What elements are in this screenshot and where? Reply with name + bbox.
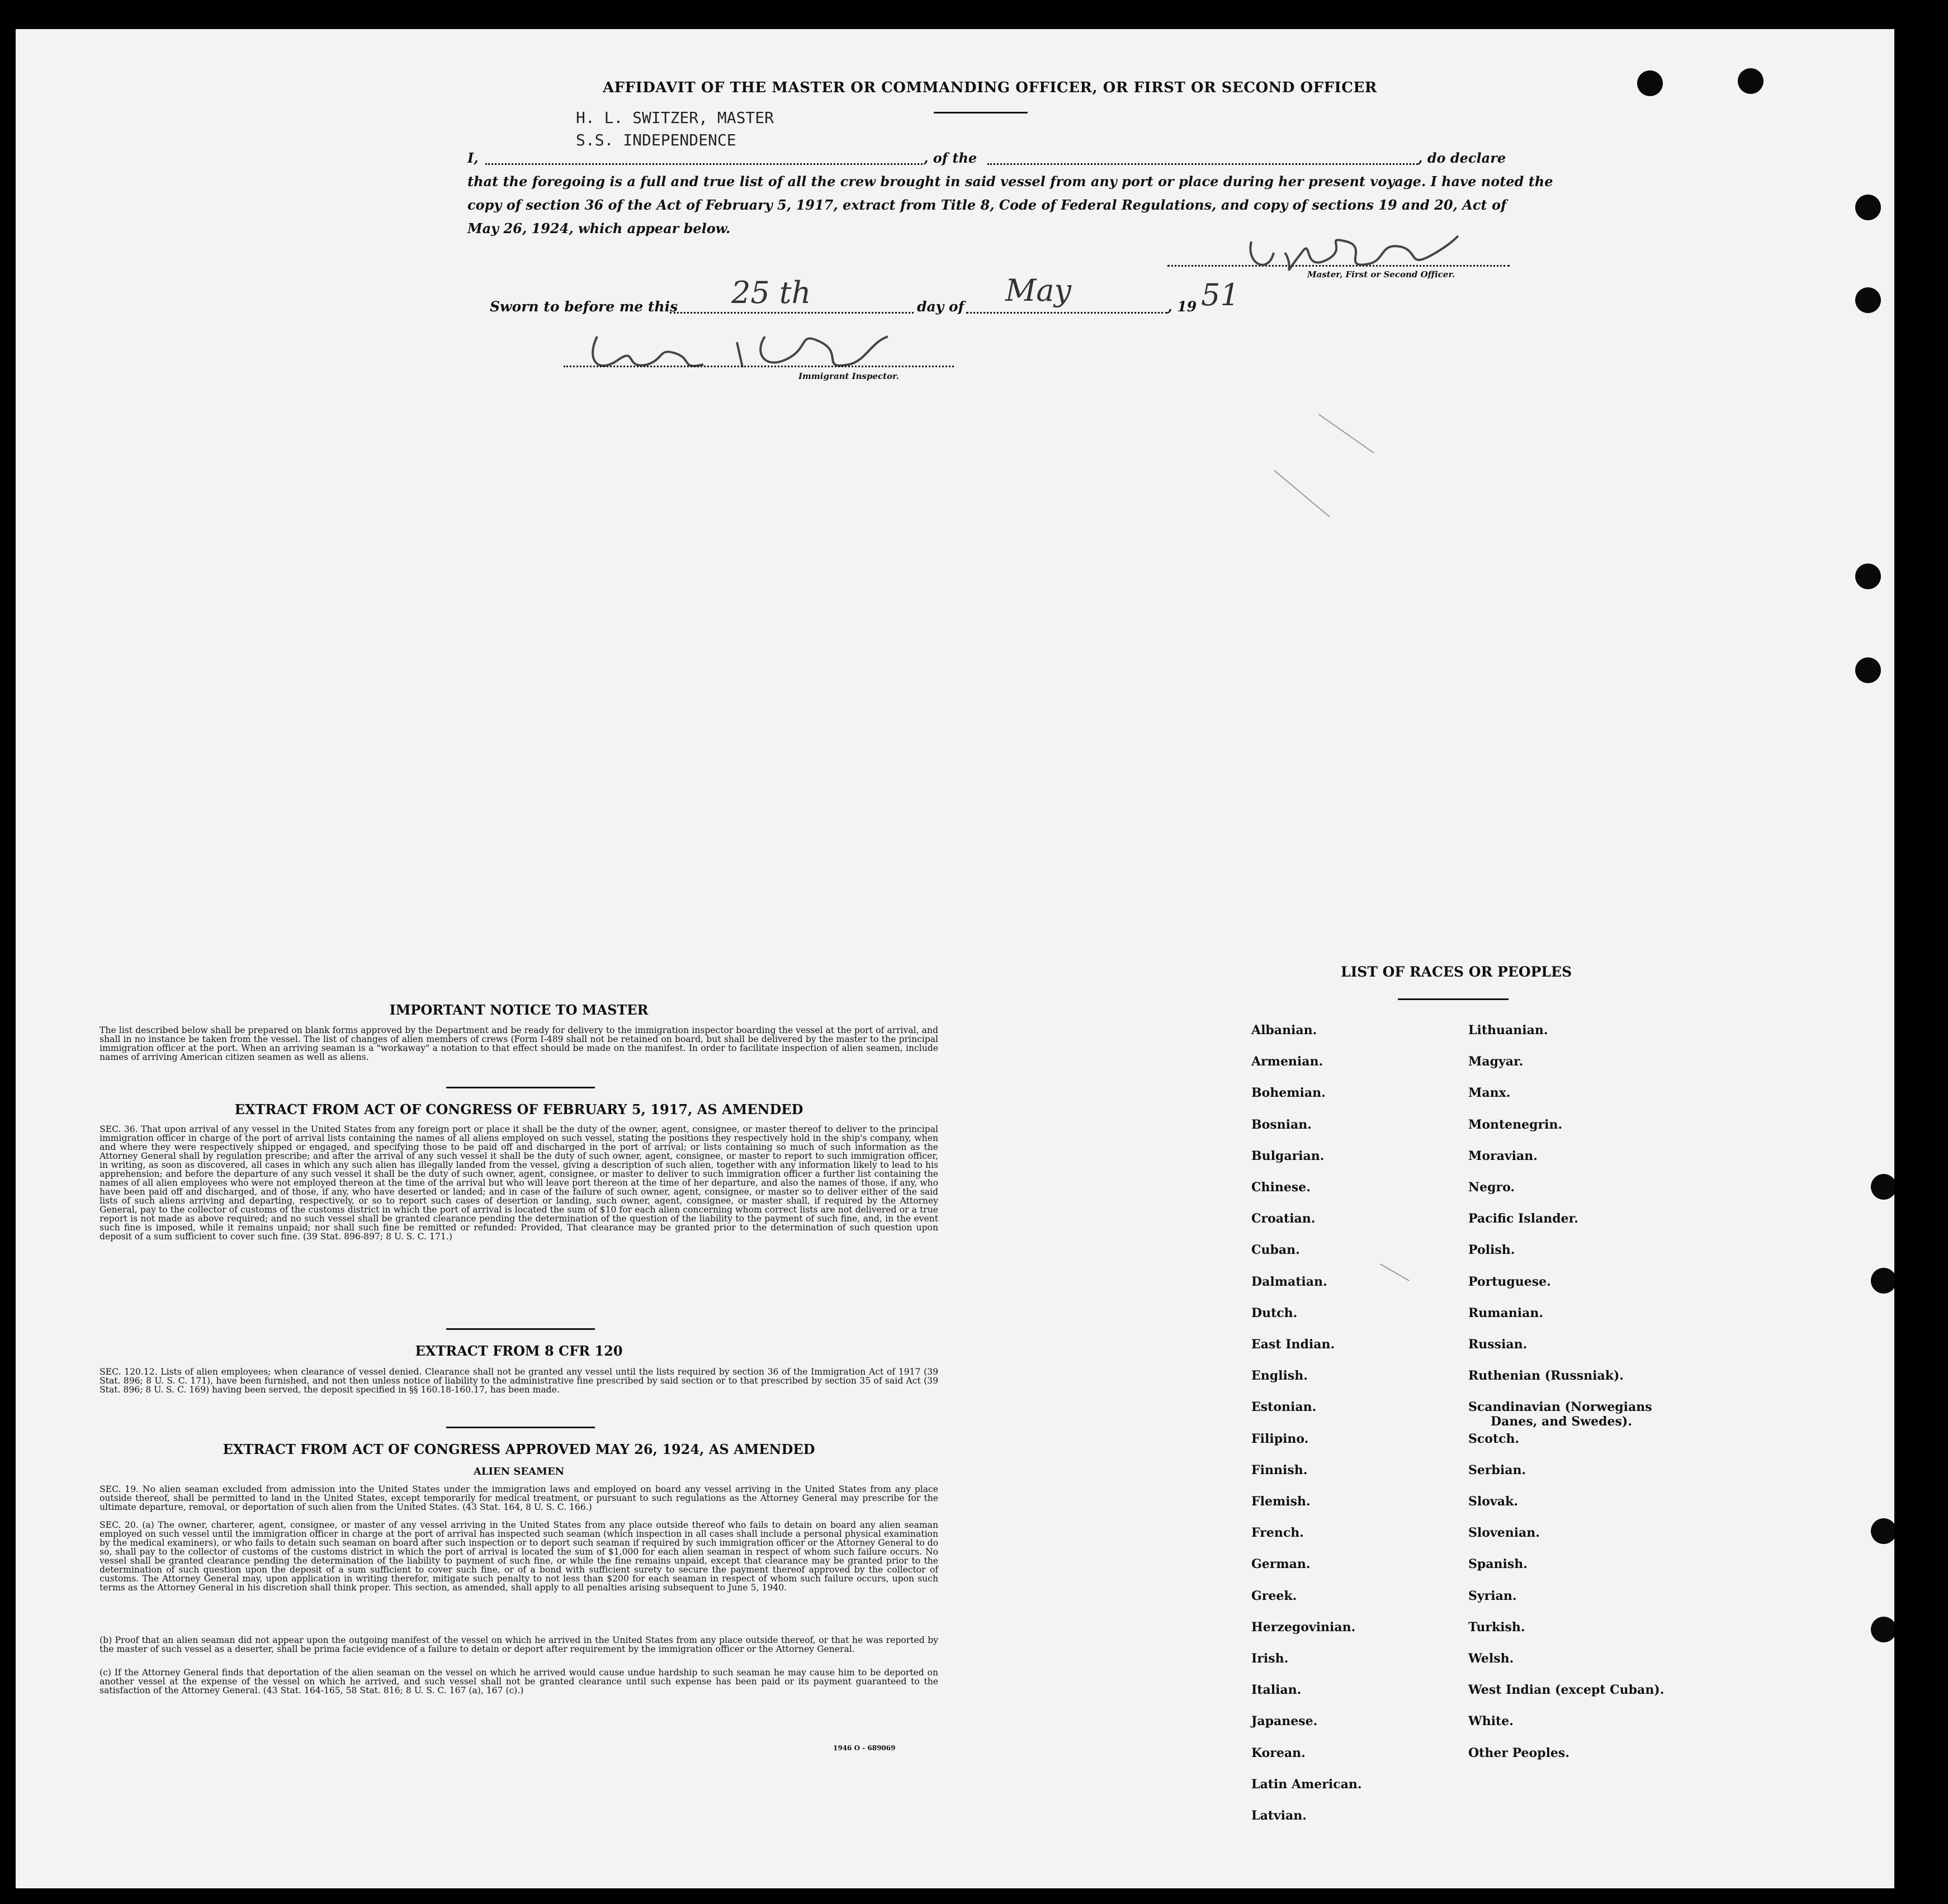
race-item: Greek. bbox=[1251, 1588, 1297, 1603]
race-item: Bohemian. bbox=[1251, 1086, 1326, 1101]
month-value: May bbox=[1005, 273, 1071, 308]
year-prefix: , 19 bbox=[1167, 299, 1197, 315]
race-item: Moravian. bbox=[1468, 1148, 1538, 1163]
race-item: Dutch. bbox=[1251, 1305, 1298, 1320]
race-item: Irish. bbox=[1251, 1651, 1289, 1666]
race-item: Ruthenian (Russniak). bbox=[1468, 1368, 1624, 1384]
extract-cfr-title: EXTRACT FROM 8 CFR 120 bbox=[415, 1343, 623, 1359]
affidavit-line2: that the foregoing is a full and true list of all the crew brought in said vessel from any port or place during her present voyage. I have noted the bbox=[467, 173, 1553, 190]
race-item: Lithuanian. bbox=[1468, 1023, 1548, 1038]
section-rule bbox=[446, 1427, 595, 1428]
race-item: Portuguese. bbox=[1468, 1274, 1551, 1289]
race-item: Japanese. bbox=[1251, 1714, 1318, 1729]
notice-text: The list described below shall be prepared on blank forms approved by the Department and be ready for delivery to the immigration inspector boarding the vessel at the port of arrival, and shall in no instance be taken from the vessel. The list of changes of alien members of crews (Form I-489 shall not be retained on board, but shall be delivered by the master to the principal immigration officer at the port. When an arriving seaman is a "workaway" a notation to that effect should be made on the manifest. In order to facilitate inspection of alien seamen, include names of arriving American citizen seamen as well as aliens. bbox=[100, 1025, 938, 1062]
inspector-signature-line bbox=[564, 366, 954, 367]
punch-hole bbox=[1855, 287, 1881, 313]
race-item: Korean. bbox=[1251, 1745, 1306, 1760]
day-dotted-line bbox=[670, 312, 914, 314]
race-item: Manx. bbox=[1468, 1086, 1511, 1101]
race-item: East Indian. bbox=[1251, 1337, 1335, 1352]
sworn-label: Sworn to before me this bbox=[490, 299, 678, 315]
race-item: Croatian. bbox=[1251, 1211, 1316, 1226]
day-value: 25 th bbox=[731, 275, 811, 310]
race-item: Finnish. bbox=[1251, 1462, 1308, 1477]
race-item: German. bbox=[1251, 1557, 1311, 1572]
sec19-text: SEC. 19. No alien seaman excluded from admission into the United States under the immigration laws and employed on board any vessel arriving in the United States from any place outside thereof, shall be permitted to land in the United States, except temporarily for medical treatment, or pursuant to such regulations as the Attorney General may prescribe for the ultimate departure, removal, or deportation of such alien from the United States. (43 Stat. 164, 8 U. S. C. 166.) bbox=[100, 1484, 938, 1512]
affidavit-line1-end: , do declare bbox=[1418, 150, 1506, 166]
race-item: Chinese. bbox=[1251, 1180, 1311, 1195]
punch-hole bbox=[1738, 68, 1763, 94]
race-item: Bulgarian. bbox=[1251, 1148, 1325, 1163]
race-item: Flemish. bbox=[1251, 1494, 1311, 1509]
race-item: Syrian. bbox=[1468, 1588, 1517, 1603]
races-title: LIST OF RACES OR PEOPLES bbox=[1341, 964, 1572, 980]
punch-hole bbox=[1871, 1518, 1894, 1544]
typed-master-name: H. L. SWITZER, MASTER bbox=[576, 108, 774, 127]
extract-cfr-text: SEC. 120.12. Lists of alien employees; when clearance of vessel denied. Clearance shall not be granted any vessel until the lists required by section 36 of the Immigration Act of 1917 (39 Stat. 896; 8 U. S. C. 171), have been furnished, and not then unless notice of liability to the administrative fine prescribed by said section or to that prescribed by section 35 of said Act (39 Stat. 896; 8 U. S. C. 169) having been served, the deposit specified in §§ 160.18-160.17, has been made. bbox=[100, 1367, 938, 1395]
extract-1917-text: SEC. 36. That upon arrival of any vessel in the United States from any foreign port or place it shall be the duty of the owner, agent, consignee, or master thereof to deliver to the principal immigration officer in charge of the port of arrival lists containing the names of all aliens employed on such vessel, stating the positions they respectively hold in the ship's company, when and where they were respectively shipped or engaged, and specifying those to be paid off and discharged in the port of arrival; or lists containing so much of such information as the Attorney General shall by regulation prescribe; and after the arrival of any such vessel it shall be the duty of such owner, agent, consignee, or master to report to such immigration officer, in writing, as soon as discovered, all cases in which any such alien has illegally landed from the vessel, giving a description of such alien, together with any information likely to lead to his apprehension; and before the departure of any such vessel it shall be the duty of such owner, agent, consignee, or master to deliver to such immigration officer a further list containing the names of all alien employees who were not employed thereon at the time of the arrival but who will leave port thereon at the time of her departure, and also the names of those, if any, who have been paid off and discharged, and of those, if any, who have deserted or landed; and in case of the failure of such owner, agent, consignee, or master so to deliver either of the said lists of such aliens arriving and departing, respectively, or so to report such cases of desertion or landing, such owner, agent, consignee, or master shall, if required by the Attorney General, pay to the collector of customs of the customs district in which the port of arrival is located the sum of $10 for each alien concerning whom correct lists are not delivered or a true report is not made as above required; and no such vessel shall be granted clearance pending the determination of the question of the liability to the payment of such fine, and, in the event such fine is imposed, while it remains unpaid; nor shall such fine be remitted or refunded: Provided, That clearance may be granted prior to the determination of such question upon deposit of a sum sufficient to cover such fine. (39 Stat. 896-897; 8 U. S. C. 171.) bbox=[100, 1124, 938, 1242]
race-item: West Indian (except Cuban). bbox=[1468, 1683, 1665, 1698]
inspector-caption: Immigrant Inspector. bbox=[798, 371, 899, 381]
race-item: Other Peoples. bbox=[1468, 1745, 1569, 1760]
punch-hole bbox=[1871, 1174, 1894, 1200]
race-item: Latin American. bbox=[1251, 1777, 1362, 1792]
master-caption: Master, First or Second Officer. bbox=[1307, 269, 1455, 280]
form-number: 1946 O - 689069 bbox=[833, 1744, 896, 1752]
race-item: Pacific Islander. bbox=[1468, 1211, 1578, 1226]
title-rule bbox=[934, 112, 1028, 113]
punch-hole bbox=[1871, 1617, 1894, 1642]
sec20c-text: (c) If the Attorney General finds that deportation of the alien seaman on the vessel on which he arrived would cause undue hardship to such seaman he may cause him to be deported on another vessel at the expense of the vessel on which he arrived, and such vessel shall not be granted clearance until such expense has been paid or its payment guaranteed to the satisfaction of the Attorney General. (43 Stat. 164-165, 58 Stat. 816; 8 U. S. C. 167 (a), 167 (c).) bbox=[100, 1668, 938, 1695]
race-item: Magyar. bbox=[1468, 1054, 1524, 1069]
race-item: Welsh. bbox=[1468, 1651, 1514, 1666]
punch-hole bbox=[1855, 657, 1881, 683]
typed-vessel-name: S.S. INDEPENDENCE bbox=[576, 131, 736, 149]
race-item: Scotch. bbox=[1468, 1431, 1520, 1446]
race-item: White. bbox=[1468, 1714, 1514, 1729]
sec20b-text: (b) Proof that an alien seaman did not appear upon the outgoing manifest of the vessel on which he arrived in the United States from any place outside thereof, or that he was reported by the master of such vessel as a deserter, shall be prima facie evidence of a failure to detain or deport after requirement by the immigration officer or the Attorney General. bbox=[100, 1635, 938, 1654]
punch-hole bbox=[1637, 70, 1663, 96]
sec20a-text: SEC. 20. (a) The owner, charterer, agent, consignee, or master of any vessel arriving in the United States from any place outside thereof who fails to detain on board any alien seaman employed on such vessel until the immigration officer in charge at the port of arrival has inspected such seaman (which inspection in all cases shall include a personal physical examination by the medical examiners), or who fails to detain such seaman on board after such inspection or to deport such seaman if required by such immigration officer or the Attorney General to do so, shall pay to the collector of customs of the customs district in which the port of arrival is located the sum of $1,000 for each alien seaman in respect of whom such failure occurs. No vessel shall be granted clearance pending the determination of the liability to payment of such fine, or while the fine remains unpaid, except that clearance may be granted prior to the determination of such question upon the deposit of a sum sufficient to cover such fine, or of a bond with sufficient surety to secure the payment thereof approved by the collector of customs. The Attorney General may, upon application in writing therefor, mitigate such penalty to not less than $200 for each seaman in respect of whom such failure occurs, upon such terms as the Attorney General in his discretion shall think proper. This section, as amended, shall apply to all penalties arising subsequent to June 5, 1940. bbox=[100, 1520, 938, 1593]
races-title-rule bbox=[1398, 998, 1509, 1000]
race-item: Albanian. bbox=[1251, 1023, 1317, 1038]
section-rule bbox=[446, 1087, 595, 1088]
race-item: Bosnian. bbox=[1251, 1117, 1312, 1132]
stray-mark bbox=[1380, 1263, 1410, 1281]
race-item: Scandinavian (Norwegians bbox=[1468, 1400, 1652, 1415]
race-item: Armenian. bbox=[1251, 1054, 1323, 1069]
punch-hole bbox=[1871, 1268, 1894, 1294]
year-value: 51 bbox=[1201, 277, 1240, 312]
extract-1924-title: EXTRACT FROM ACT OF CONGRESS APPROVED MAY 26, 1924, AS AMENDED bbox=[223, 1441, 815, 1457]
day-of-label: day of bbox=[917, 299, 964, 315]
race-item: Filipino. bbox=[1251, 1431, 1309, 1446]
race-item: Cuban. bbox=[1251, 1243, 1300, 1258]
race-item: Polish. bbox=[1468, 1243, 1515, 1258]
stray-mark bbox=[1318, 414, 1374, 453]
affidavit-title: AFFIDAVIT OF THE MASTER OR COMMANDING OFFICER, OR FIRST OR SECOND OFFICER bbox=[603, 79, 1377, 96]
section-rule bbox=[446, 1328, 595, 1330]
punch-hole bbox=[1855, 563, 1881, 589]
race-item: Latvian. bbox=[1251, 1808, 1307, 1823]
race-item: Russian. bbox=[1468, 1337, 1528, 1352]
affidavit-line4: May 26, 1924, which appear below. bbox=[467, 220, 731, 236]
race-item: Slovak. bbox=[1468, 1494, 1518, 1509]
affidavit-line3: copy of section 36 of the Act of February 5, 1917, extract from Title 8, Code of Federal Regulations, and copy of sections 19 and 20, Act of bbox=[467, 197, 1507, 213]
extract-1917-title: EXTRACT FROM ACT OF CONGRESS OF FEBRUARY 5, 1917, AS AMENDED bbox=[234, 1101, 803, 1117]
race-item: Italian. bbox=[1251, 1683, 1302, 1698]
race-item: Dalmatian. bbox=[1251, 1274, 1327, 1289]
race-item: French. bbox=[1251, 1526, 1304, 1541]
race-item: Negro. bbox=[1468, 1180, 1515, 1195]
race-item: English. bbox=[1251, 1368, 1308, 1384]
document-page bbox=[16, 29, 1894, 1888]
month-dotted-line bbox=[966, 312, 1167, 314]
race-item: Turkish. bbox=[1468, 1619, 1525, 1635]
affidavit-line1-mid: , of the bbox=[924, 150, 977, 166]
race-item: Montenegrin. bbox=[1468, 1117, 1563, 1132]
punch-hole bbox=[1855, 195, 1881, 220]
race-item: Estonian. bbox=[1251, 1400, 1317, 1415]
race-item: Spanish. bbox=[1468, 1557, 1528, 1572]
name-dotted-line bbox=[485, 163, 923, 165]
alien-seamen-subtitle: ALIEN SEAMEN bbox=[473, 1466, 565, 1477]
vessel-dotted-line bbox=[987, 163, 1418, 165]
race-item: Rumanian. bbox=[1468, 1305, 1544, 1320]
stray-mark bbox=[1274, 470, 1330, 517]
notice-title: IMPORTANT NOTICE TO MASTER bbox=[389, 1002, 649, 1018]
race-item: Slovenian. bbox=[1468, 1526, 1540, 1541]
affidavit-line1-start: I, bbox=[467, 150, 479, 166]
race-item: Serbian. bbox=[1468, 1462, 1526, 1477]
race-item: Danes, and Swedes). bbox=[1491, 1414, 1632, 1429]
race-item: Herzegovinian. bbox=[1251, 1619, 1356, 1635]
